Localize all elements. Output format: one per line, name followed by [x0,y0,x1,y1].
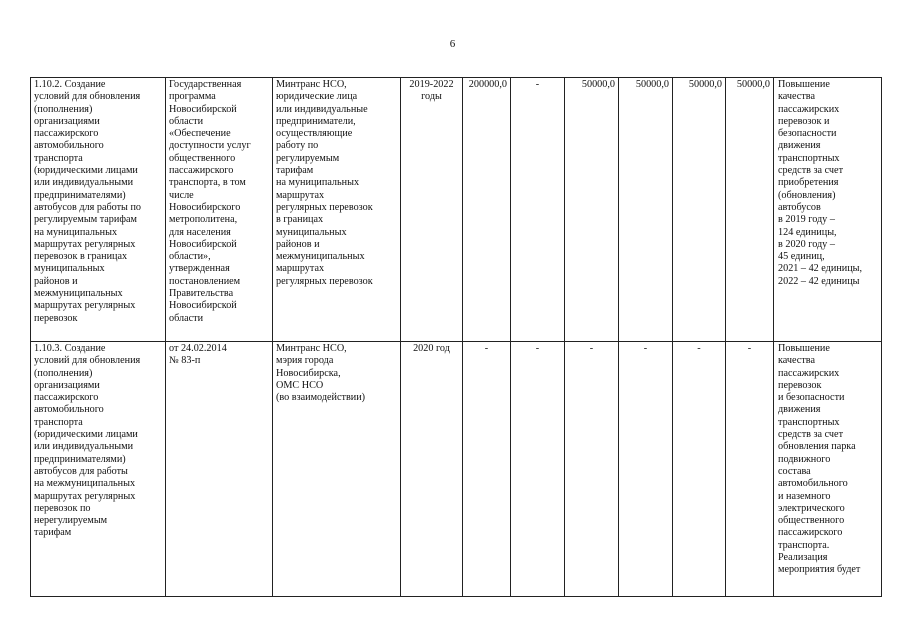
year-cell: - [565,342,619,597]
page-number: 6 [449,38,456,50]
total-cell: 200000,0 [463,78,511,342]
period-cell: 2020 год [401,342,463,597]
year-cell: - [619,342,673,597]
measure-cell: 1.10.2. Создание условий для обновления (пополнения) организациями пассажирского автомобильного транспорта (юридическими лицами или индивидуальными предпринимателями) автобусов для работы по регулируемым тарифам на муниципальных маршрутах регулярных перевозок в границах муниципальных районов и межмуниципальных маршрутах регулярных перевозок [31,78,166,342]
table-row [31,342,882,597]
result-cell: Повышение качества пассажирских перевозок и безопасности движения транспортных средств за счет обновления парка подвижного состава автомобильного и наземного электрического общественного пассажирского транспорта. Реализация мероприятия будет [774,342,882,597]
year-cell: 50000,0 [565,78,619,342]
program-cell-continued: от 24.02.2014 № 83-п [166,342,273,597]
year-cell: - [511,78,565,342]
year-cell: 50000,0 [673,78,726,342]
table-row [31,78,882,342]
program-measures-table [30,77,882,597]
year-cell: 50000,0 [726,78,774,342]
year-cell: - [673,342,726,597]
executors-cell: Минтранс НСО, мэрия города Новосибирска, ОМС НСО (во взаимодействии) [273,342,401,597]
year-cell: - [726,342,774,597]
period-cell: 2019-2022 годы [401,78,463,342]
year-cell: 50000,0 [619,78,673,342]
result-cell: Повышение качества пассажирских перевозок и безопасности движения транспортных средств за счет приобретения (обновления) автобусов в 2019 году – 124 единицы, в 2020 году – 45 единиц, 2021 – 42 единицы, 2022 – 42 единицы [774,78,882,342]
total-cell: - [463,342,511,597]
executors-cell: Минтранс НСО, юридические лица или индивидуальные предприниматели, осуществляющие работу по регулируемым тарифам на муниципальных маршрутах регулярных перевозок в границах муниципальных районов и межмуниципальных маршрутах регулярных перевозок [273,78,401,342]
program-cell: Государственная программа Новосибирской области «Обеспечение доступности услуг общественного пассажирского транспорта, в том числе Новосибирского метрополитена, для населения Новосибирской области», утвержденная постановлением Правительства Новосибирской области [166,78,273,342]
year-cell: - [511,342,565,597]
measure-cell: 1.10.3. Создание условий для обновления (пополнения) организациями пассажирского автомобильного транспорта (юридическими лицами или индивидуальными предпринимателями) автобусов для работы на межмуниципальных маршрутах регулярных перевозок по нерегулируемым тарифам [31,342,166,597]
